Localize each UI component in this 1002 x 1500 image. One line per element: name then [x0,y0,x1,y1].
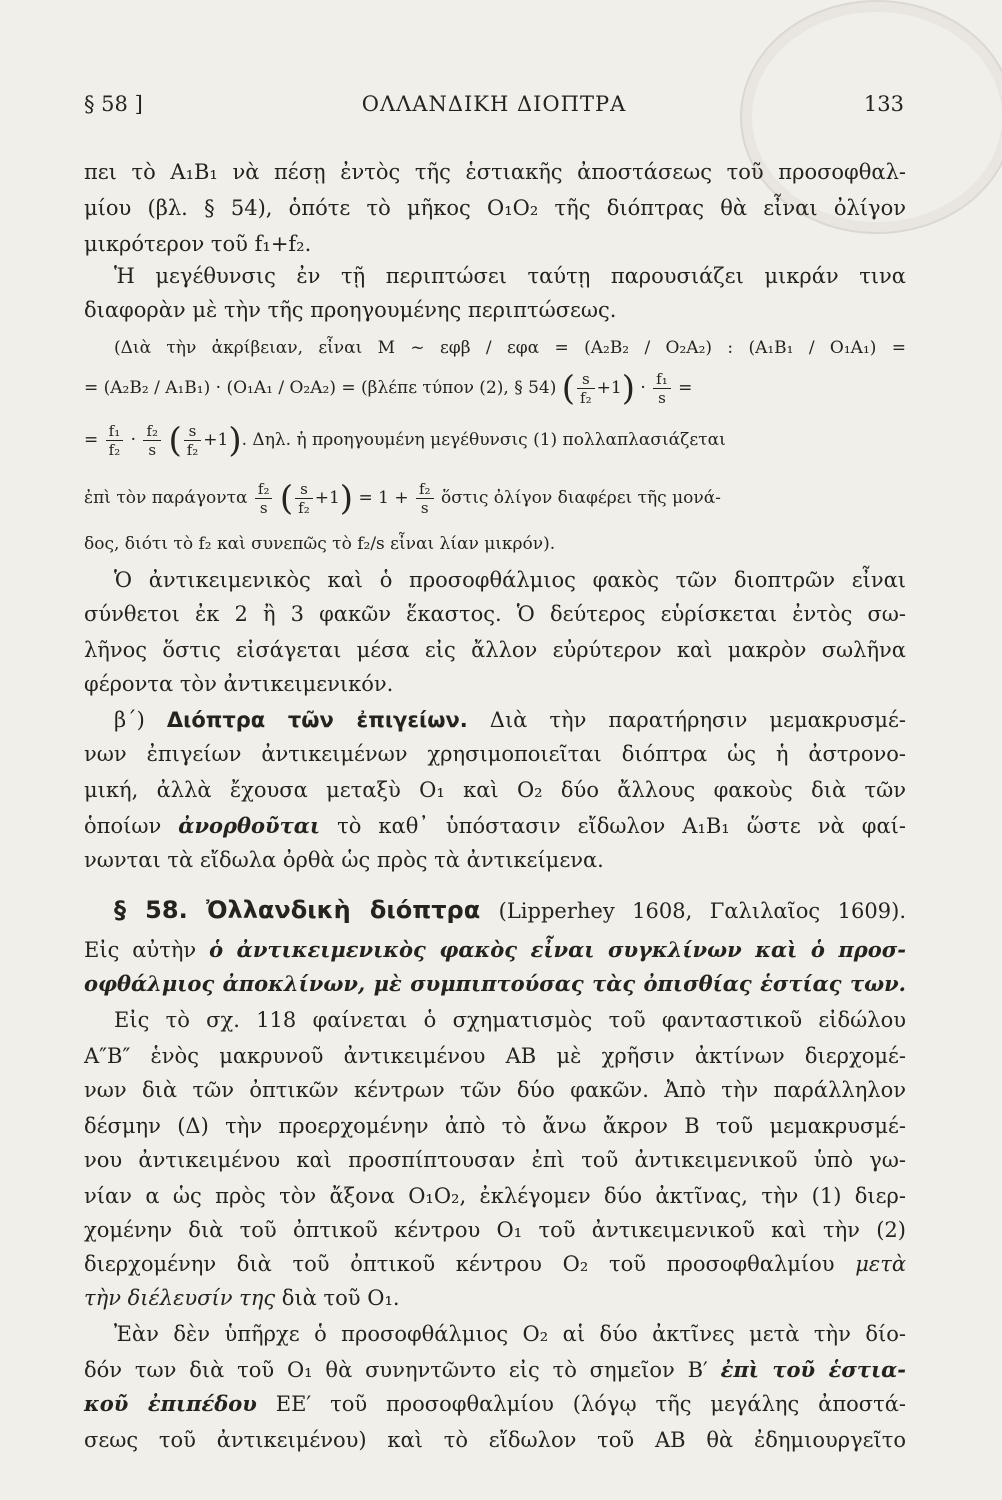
text-line: πει τὸ A₁B₁ νὰ πέσῃ ἐντὸς τῆς ἑστιακῆς ἀποστάσεως τοῦ προσοφθαλ- [84,160,906,184]
text-line: (Διὰ τὴν ἀκρίβειαν, εἶναι M ~ εφβ / εφα = (A₂B₂ / O₂A₂) : (A₁B₁ / O₁A₁) = [114,338,906,358]
eq-text: ἐπὶ τὸν παράγοντα [84,488,248,508]
text-span: δόν των διὰ τοῦ O₁ θὰ συνηντῶντο εἰς τὸ σημεῖον B′ [84,1358,708,1382]
denominator: s [420,499,429,517]
fraction [143,422,161,459]
text-line: διαφορὰν μὲ τὴν τῆς προηγουμένης περιπτώσεως. [84,298,617,322]
emphasis: μετὰ [855,1252,906,1276]
text-line: νου ἀντικειμένου καὶ προσπίπτουσαν ἐπὶ τοῦ ἀντικειμενικοῦ ὑπὸ γω- [84,1148,906,1172]
fraction [577,370,595,407]
paren-close: ) [228,420,242,461]
fraction [295,480,313,517]
text-span: ὁποίων [84,814,162,838]
text-line: Ἡ μεγέθυνσις ἐν τῇ περιπτώσει ταύτῃ παρουσιάζει μικράν τινα [114,264,906,288]
denominator: f₂ [186,441,199,459]
text-line: μίου (βλ. § 54), ὁπότε τὸ μῆκος O₁O₂ τῆς διόπτρας θὰ εἶναι ὀλίγον [84,196,906,220]
text-line: μική, ἀλλὰ ἔχουσα μεταξὺ O₁ καὶ O₂ δύο ἄλλους φακοὺς διὰ τῶν [84,778,906,802]
text-line: δέσμην (Δ) τὴν προερχομένην ἀπὸ τὸ ἄνω ἄκρον B τοῦ μεμακρυσμέ- [84,1114,906,1138]
text-line [84,1250,906,1278]
header-title: ΟΛΛΑΝΔΙΚΗ ΔΙΟΠΤΡΑ [361,92,627,116]
paren-open: ( [279,478,294,519]
numerator: f₂ [416,480,434,499]
emphasis: ὁ ἀντικειμενικὸς φακὸς εἶναι συγκλίνων καὶ ὁ προσ- [209,937,906,962]
paren-close: ) [339,478,354,519]
numerator: f₂ [143,422,161,441]
text-line: Ἐὰν δὲν ὑπῆρχε ὁ προσοφθάλμιος O₂ αἱ δύο ἀκτῖνες μετὰ τὴν δίο- [114,1322,906,1346]
page-number: 133 [863,92,904,116]
fraction [255,480,273,517]
text-line: μικρότερον τοῦ f₁+f₂. [84,232,312,256]
text-line: σεως τοῦ ἀντικειμένου) καὶ τὸ εἴδωλον τοῦ AB θὰ ἐδημιουργεῖτο [84,1428,906,1452]
numerator: f₁ [106,422,124,441]
text-span: διὰ τοῦ O₁. [281,1286,400,1310]
text-line [84,1390,906,1418]
text-line: λῆνος ὅστις εἰσάγεται μέσα εἰς ἄλλον εὐρύτερον καὶ μακρὸν σωλῆνα [84,638,906,662]
subsection-label: β΄) [114,708,145,732]
header-section: § 58 ] [84,92,143,116]
denominator: f₂ [298,499,310,517]
text-line: χομένην διὰ τοῦ ὀπτικοῦ κέντρου O₁ τοῦ ἀντικειμενικοῦ καὶ τὴν (2) [84,1218,906,1242]
denominator: f₂ [108,441,121,459]
eq-text: · [640,378,646,398]
numerator: f₂ [255,480,273,499]
running-header [84,92,904,122]
equation-line-3 [84,478,906,519]
text-line: Ὁ ἀντικειμενικὸς καὶ ὁ προσοφθάλμιος φακὸς τῶν διοπτρῶν εἶναι [114,568,906,592]
paren-open: ( [561,368,576,409]
emphasis: οφθάλμιος ἀποκλίνων, μὲ συμπιπτούσας τὰς ὀπισθίας ἑστίας των. [84,971,906,996]
text-line [84,970,906,998]
text-span: διερχομένην διὰ τοῦ ὀπτικοῦ κέντρου O₂ τοῦ προσοφθαλμίου [84,1252,835,1276]
text-line: δος, διότι τὸ f₂ καὶ συνεπῶς τὸ f₂/s εἶναι λίαν μικρόν). [84,534,556,554]
fraction [106,422,124,459]
numerator: s [577,370,595,389]
text-line: σύνθετοι ἐκ 2 ἢ 3 φακῶν ἕκαστος. Ὁ δεύτερος εὑρίσκεται ἐντὸς σω- [84,602,906,626]
text-line [84,1356,906,1384]
subsection-beta-line [114,706,906,734]
denominator: s [148,441,157,459]
numerator: s [295,480,313,499]
emphasis: τὴν διέλευσίν της [84,1286,276,1310]
eq-text: = 1 + [358,488,409,508]
paren-open: ( [168,420,182,461]
text-line: A″B″ ἑνὸς μακρυνοῦ ἀντικειμένου AB μὲ χρῆσιν ἀκτίνων διερχομέ- [84,1044,906,1068]
fraction [653,370,671,407]
equation-line-1 [84,368,906,409]
text-line: φέροντα τὸν ἀντικειμενικόν. [84,672,394,696]
emphasis: ἐπὶ τοῦ ἑστια- [720,1357,907,1382]
numerator: s [184,422,202,441]
eq-text: ὅστις ὀλίγον διαφέρει τῆς μονά- [440,488,721,508]
paren-close: ) [621,368,635,409]
equation-line-2 [84,420,906,461]
subsection-heading: Διόπτρα τῶν ἐπιγείων. [166,708,468,732]
text-span: Διὰ τὴν παρατήρησιν μεμακρυσμέ- [489,708,906,732]
text-line: Εἰς τὸ σχ. 118 φαίνεται ὁ σχηματισμὸς τοῦ φανταστικοῦ εἰδώλου [114,1008,906,1032]
text-span: τὸ καθ᾽ ὑπόστασιν εἴδωλον A₁B₁ ὥστε νὰ φαί- [337,814,906,838]
numerator: f₁ [653,370,671,389]
text-line: νίαν α ὡς πρὸς τὸν ἄξονα O₁O₂, ἐκλέγομεν δύο ἀκτῖνας, τὴν (1) διερ- [84,1184,906,1208]
eq-text: = [678,378,693,398]
section-title: Ὀλλανδικὴ διόπτρα [206,896,481,924]
text-line [84,1284,906,1312]
section-58-heading [114,896,906,925]
eq-text: +1 [314,488,340,508]
text-span: Εἰς αὐτὴν [84,938,197,962]
eq-text: · [130,430,137,450]
text-line: νων διὰ τῶν ὀπτικῶν κέντρων τῶν δύο φακῶν. Ἀπὸ τὴν παράλληλον [84,1078,906,1102]
text-line [84,812,906,840]
emphasis: ἀνορθοῦται [178,813,321,838]
fraction [184,422,202,459]
text-line: νων ἐπιγείων ἀντικειμένων χρησιμοποιεῖται διόπτρα ὡς ἡ ἀστρονο- [84,742,906,766]
denominator: s [658,389,666,407]
eq-text: = (A₂B₂ / A₁B₁) · (O₁A₁ / O₂A₂) = (βλέπε τύπον (2), § 54) [84,378,557,398]
section-refs: (Lipperhey 1608, Γαλιλαῖος 1609). [498,899,906,923]
eq-text: +1 [596,378,622,398]
eq-text: +1 [203,430,229,450]
eq-text: = [84,430,99,450]
section-number: § 58. [114,896,188,924]
fraction [416,480,434,517]
text-span: EE′ τοῦ προσοφθαλμίου (λόγῳ τῆς μεγάλης ἀποστά- [275,1392,906,1416]
text-line [84,936,906,964]
emphasis: κοῦ ἐπιπέδου [84,1391,257,1416]
eq-text: . Δηλ. ἡ προηγουμένη μεγέθυνσις (1) πολλαπλασιάζεται [241,430,726,450]
text-line: νωνται τὰ εἴδωλα ὀρθὰ ὡς πρὸς τὰ ἀντικείμενα. [84,848,604,872]
denominator: s [259,499,268,517]
denominator: f₂ [580,389,592,407]
